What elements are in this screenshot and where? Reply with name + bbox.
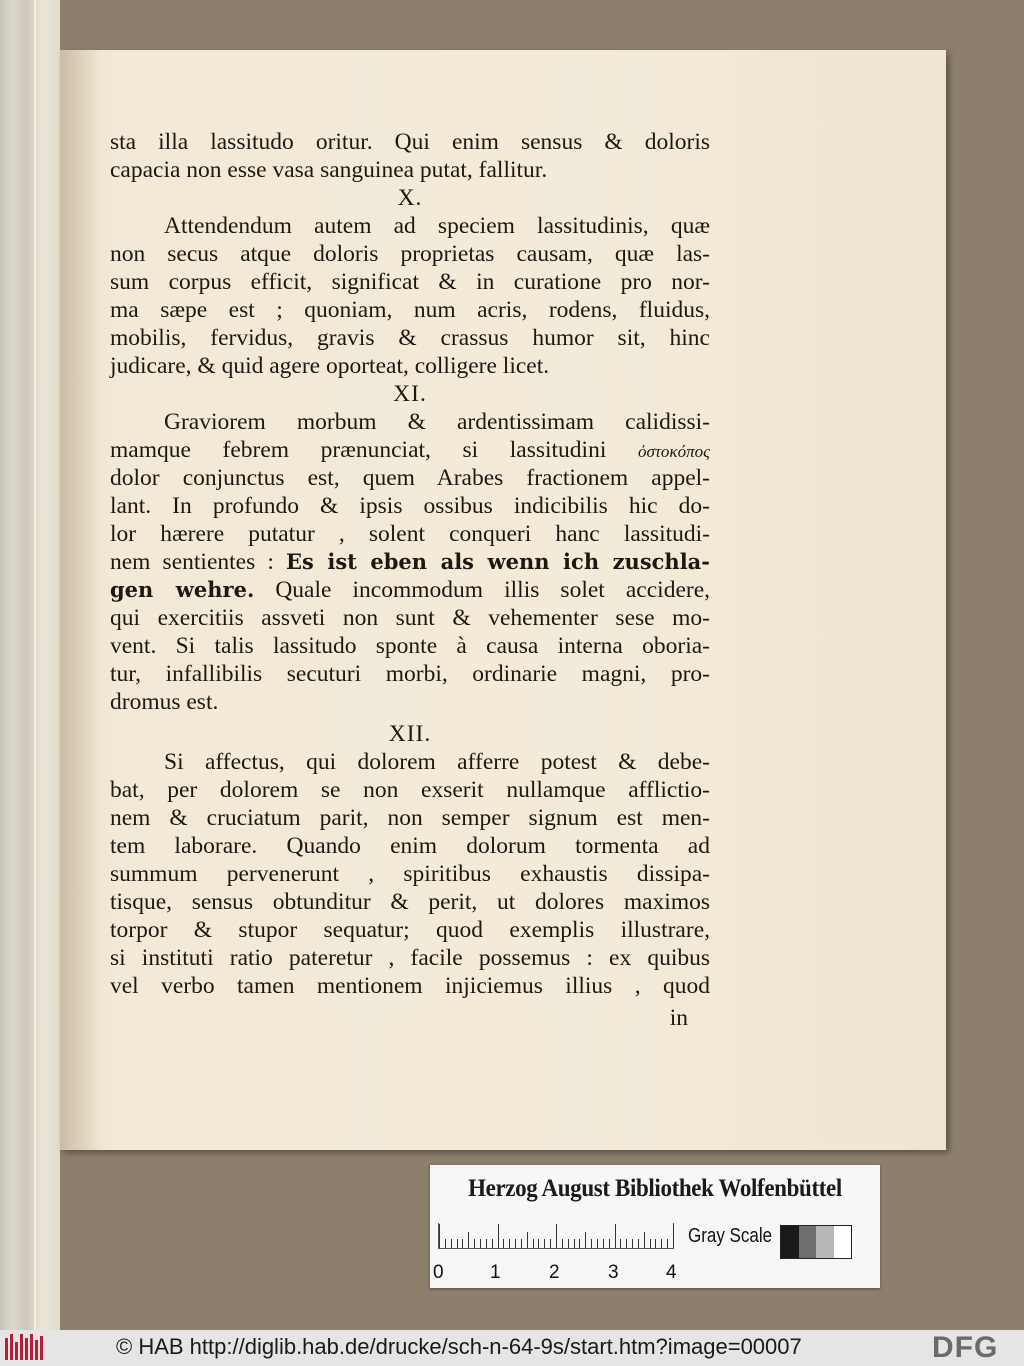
section-heading-x: X. <box>397 185 423 211</box>
ruler-tick <box>603 1239 604 1248</box>
gray-scale-swatches <box>780 1225 852 1259</box>
library-title: Herzog August Bibliothek Wolfenbüttel <box>468 1175 842 1202</box>
ruler-tick <box>498 1224 499 1248</box>
ruler-label: 4 <box>666 1262 677 1283</box>
text-fragment: nem sentientes : <box>110 549 274 575</box>
hab-logo-icon <box>5 1332 43 1362</box>
source-url[interactable]: © HAB http://diglib.hab.de/drucke/sch-n-64-9s/start.htm?image=00007 <box>116 1334 802 1359</box>
text-line: nem & cruciatum parit, non semper signum est men- <box>110 805 710 831</box>
catchword: in <box>669 1005 688 1031</box>
ruler-tick <box>615 1224 616 1248</box>
ruler-label: 0 <box>433 1262 444 1283</box>
german-quote: gen wehre. <box>110 577 255 602</box>
text-line: capacia non esse vasa sanguinea putat, fallitur. <box>110 157 548 183</box>
section-heading-xii: XII. <box>388 721 432 747</box>
ruler-tick <box>503 1239 504 1248</box>
text-line: tur, infallibilis secuturi morbi, ordinarie magni, pro- <box>110 661 710 687</box>
ruler-tick <box>556 1224 557 1248</box>
ruler-tick <box>521 1239 522 1248</box>
ruler-tick <box>538 1239 539 1248</box>
text-line <box>110 576 710 604</box>
ruler-tick <box>527 1232 528 1248</box>
swatch <box>834 1226 852 1258</box>
swatch <box>816 1226 834 1258</box>
ruler-tick <box>585 1232 586 1248</box>
ruler-tick <box>667 1239 668 1248</box>
ruler-tick <box>533 1239 534 1248</box>
text-line: torpor & stupor sequatur; quod exemplis illustrare, <box>110 917 710 943</box>
text-line: Graviorem morbum & ardentissimam calidissi- <box>164 409 710 435</box>
text-line: si instituti ratio pateretur , facile possemus : ex quibus <box>110 945 710 971</box>
text-line: summum pervenerunt , spiritibus exhaustis dissipa- <box>110 861 710 887</box>
ruler-tick <box>673 1224 674 1248</box>
text-line: tisque, sensus obtunditur & perit, ut dolores maximos <box>110 889 710 915</box>
text-line: tem laborare. Quando enim dolorum tormenta ad <box>110 833 710 859</box>
section-heading-xi: XI. <box>393 381 427 407</box>
ruler-tick <box>650 1239 651 1248</box>
ruler-tick <box>632 1239 633 1248</box>
leaf-edge <box>34 0 36 1330</box>
ruler-tick <box>568 1239 569 1248</box>
ruler-tick <box>591 1239 592 1248</box>
color-scale-card <box>430 1165 880 1288</box>
gray-scale-label: Gray Scale <box>688 1225 773 1247</box>
swatch <box>781 1226 799 1258</box>
ruler-tick <box>474 1239 475 1248</box>
text-line: dromus est. <box>110 689 219 715</box>
ruler-tick <box>492 1239 493 1248</box>
ruler-tick <box>661 1239 662 1248</box>
ruler-tick <box>609 1239 610 1248</box>
text-fragment: Quale incommodum illis solet accidere, <box>275 577 711 603</box>
greek-word: ὀστοκόπος <box>637 442 711 461</box>
ruler-tick <box>574 1239 575 1248</box>
ruler-tick <box>451 1239 452 1248</box>
text-line: Attendendum autem ad speciem lassitudinis, quæ <box>164 213 710 239</box>
ruler-label: 2 <box>549 1262 560 1283</box>
text-line: dolor conjunctus est, quem Arabes fractionem appel- <box>110 465 710 491</box>
ruler-tick <box>638 1239 639 1248</box>
ruler-tick <box>457 1239 458 1248</box>
text-line: bat, per dolorem se non exserit nullamque afflictio- <box>110 777 710 803</box>
ruler-tick <box>480 1239 481 1248</box>
ruler-tick <box>439 1224 440 1248</box>
page-text <box>110 128 710 1032</box>
text-line: lant. In profundo & ipsis ossibus indicibilis hic do- <box>110 493 710 519</box>
ruler-label: 3 <box>608 1262 619 1283</box>
text-line <box>110 548 710 576</box>
text-line: mobilis, fervidus, gravis & crassus humor sit, hinc <box>110 325 710 351</box>
text-line: sta illa lassitudo oritur. Qui enim sensus & doloris <box>110 129 710 155</box>
ruler-tick <box>655 1239 656 1248</box>
ruler-tick <box>644 1232 645 1248</box>
ruler-tick <box>515 1239 516 1248</box>
text-line: vent. Si talis lassitudo sponte à causa interna oboria- <box>110 633 710 659</box>
text-line: lor hærere putatur , solent conqueri hanc lassitudi- <box>110 521 710 547</box>
text-line: vel verbo tamen mentionem injiciemus illius , quod <box>110 973 710 999</box>
text-fragment: mamque febrem prænunciat, si lassitudini <box>110 437 607 463</box>
text-line: qui exercitiis assveti non sunt & vehementer sese mo- <box>110 605 710 631</box>
ruler-tick <box>462 1239 463 1248</box>
ruler-tick <box>468 1232 469 1248</box>
ruler-tick <box>445 1239 446 1248</box>
text-line: sum corpus efficit, significat & in curatione pro nor- <box>110 269 710 295</box>
swatch <box>799 1226 817 1258</box>
ruler-tick <box>550 1239 551 1248</box>
text-line <box>110 436 710 464</box>
book-gutter <box>0 0 60 1330</box>
ruler-tick <box>579 1239 580 1248</box>
ruler-tick <box>626 1239 627 1248</box>
ruler-tick <box>597 1239 598 1248</box>
page-shadow <box>60 50 100 1150</box>
ruler-tick <box>486 1239 487 1248</box>
text-line: Si affectus, qui dolorem afferre potest & debe- <box>164 749 710 775</box>
ruler-label: 1 <box>490 1262 501 1283</box>
text-line: ma sæpe est ; quoniam, num acris, rodens, fluidus, <box>110 297 710 323</box>
text-line: non secus atque doloris proprietas causam, quæ las- <box>110 241 710 267</box>
ruler-tick <box>544 1239 545 1248</box>
text-line: judicare, & quid agere oporteat, colligere licet. <box>110 353 550 379</box>
footer-bar <box>0 1330 1024 1366</box>
cm-ruler <box>438 1223 674 1249</box>
ruler-tick <box>509 1239 510 1248</box>
dfg-logo: DFG <box>932 1331 999 1364</box>
ruler-tick <box>620 1239 621 1248</box>
ruler-tick <box>562 1239 563 1248</box>
german-quote: Es ist eben als wenn ich zuschla- <box>285 549 711 574</box>
